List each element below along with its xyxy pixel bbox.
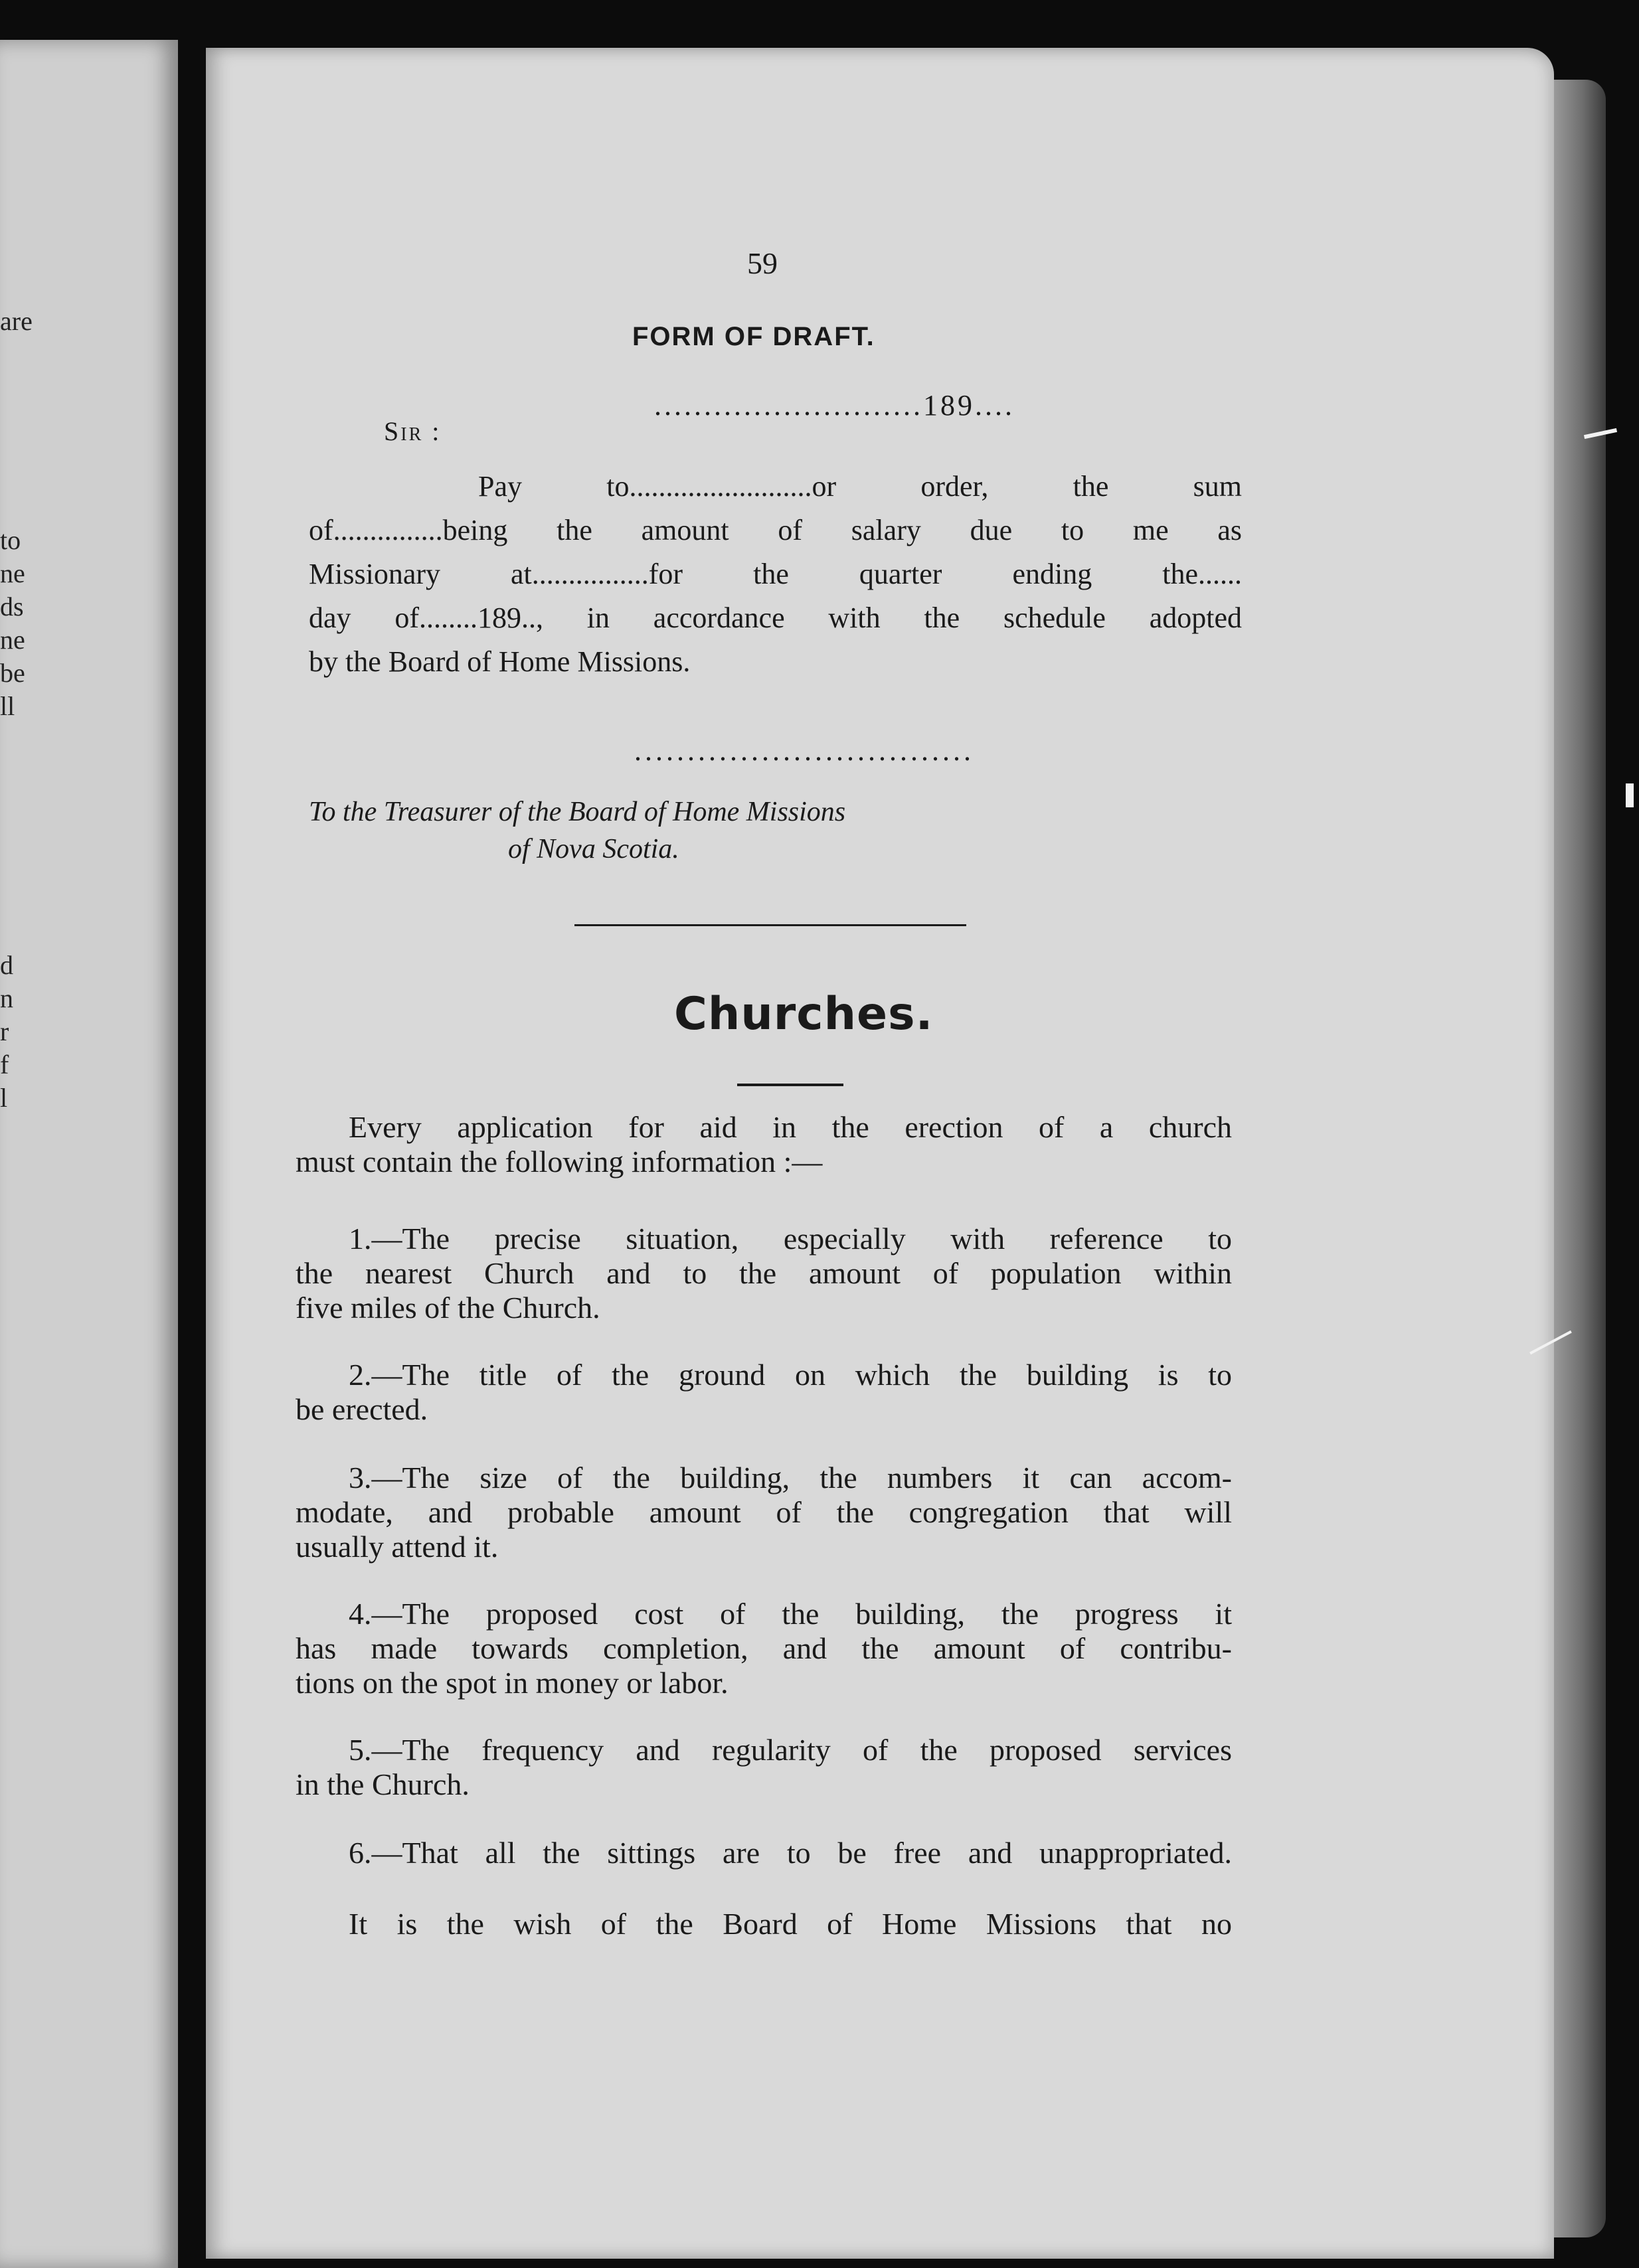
left-fragment-text: ll	[0, 691, 15, 721]
paragraph-line: 2.—The title of the ground on which the building is to	[349, 1358, 1232, 1392]
form-title: FORM OF DRAFT.	[632, 322, 875, 351]
draft-line: Pay to.........................or order, the sum	[478, 470, 1242, 503]
paragraph-line: has made towards completion, and the amount of contribu-	[296, 1631, 1232, 1665]
draft-text	[309, 465, 1242, 684]
addressee-line: of Nova Scotia.	[508, 834, 679, 864]
paragraph-line: 4.—The proposed cost of the building, the progress it	[349, 1597, 1232, 1631]
paragraph-closing	[296, 1907, 1232, 1941]
left-fragment-text: r	[0, 1016, 9, 1046]
date-line: ...........................189....	[654, 389, 1015, 422]
paragraph-line: five miles of the Church.	[296, 1291, 600, 1325]
left-fragment-text: be	[0, 658, 25, 688]
paragraph-item-4	[296, 1597, 1232, 1700]
paragraph-line: It is the wish of the Board of Home Missions that no	[349, 1907, 1232, 1941]
draft-line: day of........189.., in accordance with the schedule adopted	[309, 602, 1242, 634]
paragraph-intro	[296, 1110, 1232, 1179]
scan-mark	[1626, 783, 1634, 807]
draft-line: by the Board of Home Missions.	[309, 645, 691, 678]
left-fragment-text: to	[0, 525, 21, 555]
paragraph-item-1	[296, 1222, 1232, 1325]
paragraph-line: 1.—The precise situation, especially with reference to	[349, 1222, 1232, 1256]
left-fragment-text: f	[0, 1050, 9, 1080]
signature-line: ................................	[634, 734, 974, 767]
paragraph-line: 5.—The frequency and regularity of the proposed services	[349, 1733, 1232, 1767]
paragraph-line: in the Church.	[296, 1767, 470, 1801]
left-fragment-text: ne	[0, 558, 25, 588]
paragraph-line: tions on the spot in money or labor.	[296, 1666, 729, 1700]
paragraph-line: be erected.	[296, 1392, 428, 1426]
paragraph-line: must contain the following information :—	[296, 1145, 823, 1178]
addressee	[309, 793, 845, 868]
paragraph-item-5	[296, 1733, 1232, 1802]
page-edge	[1554, 80, 1606, 2237]
paragraph-line: modate, and probable amount of the congregation that will	[296, 1495, 1232, 1529]
left-page-fragment	[0, 40, 178, 2268]
section-divider	[574, 924, 966, 926]
left-fragment-text: l	[0, 1083, 8, 1113]
paragraph-line: Every application for aid in the erection of a church	[349, 1110, 1232, 1144]
section-heading: Churches.	[674, 988, 934, 1040]
heading-underline	[737, 1084, 843, 1086]
left-fragment-text: are	[0, 306, 33, 336]
paragraph-line: 6.—That all the sittings are to be free and unappropriated.	[349, 1836, 1232, 1870]
book-binding	[178, 0, 206, 2268]
paragraph-line: 3.—The size of the building, the numbers it can accom-	[349, 1461, 1232, 1495]
draft-line: of...............being the amount of salary due to me as	[309, 514, 1242, 546]
page-number: 59	[747, 246, 778, 280]
left-fragment-text: ne	[0, 625, 25, 655]
left-fragment-text: ds	[0, 592, 24, 621]
left-fragment-text: d	[0, 950, 13, 980]
salutation: Sir :	[384, 416, 442, 446]
addressee-line: To the Treasurer of the Board of Home Missions	[309, 797, 846, 827]
paragraph-item-6	[296, 1836, 1232, 1870]
left-fragment-text: n	[0, 983, 13, 1013]
paragraph-line: usually attend it.	[296, 1530, 499, 1564]
draft-line: Missionary at................for the quarter ending the......	[309, 558, 1242, 590]
paragraph-line: the nearest Church and to the amount of population within	[296, 1256, 1232, 1290]
paragraph-item-2	[296, 1358, 1232, 1427]
paragraph-item-3	[296, 1461, 1232, 1564]
